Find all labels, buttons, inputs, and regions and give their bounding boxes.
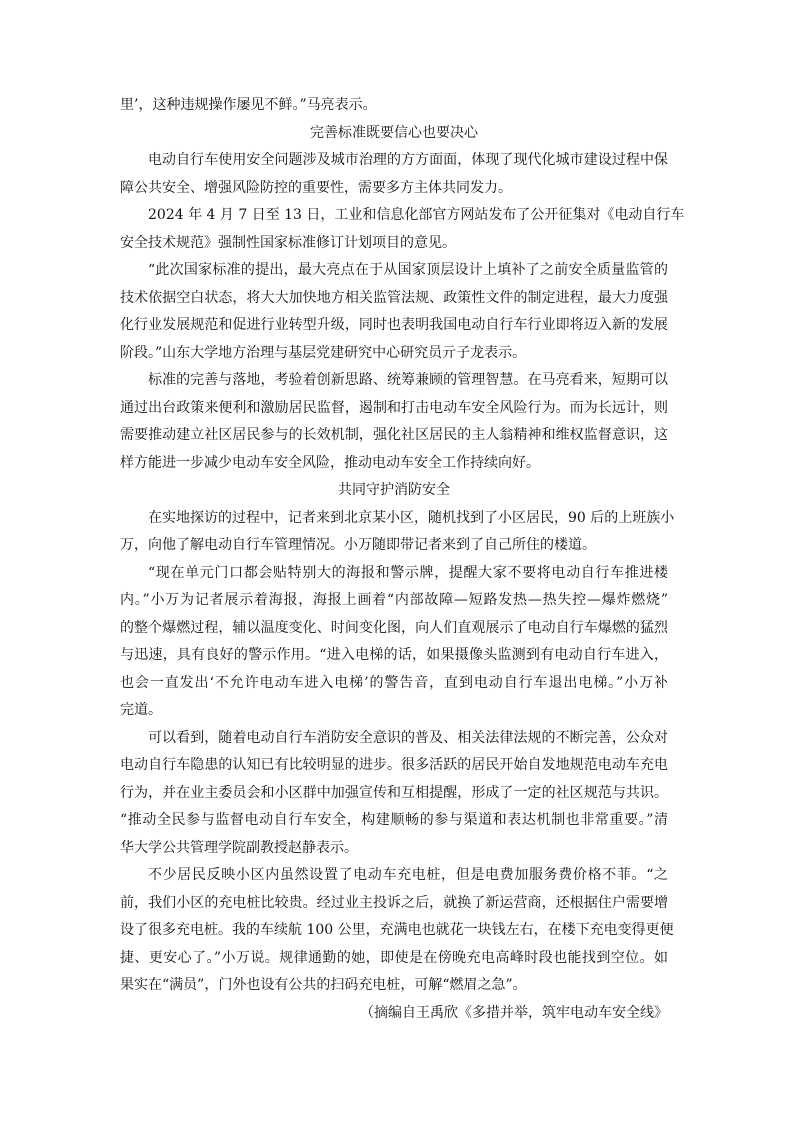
text-line: 2024 年 4 月 7 日至 13 日，工业和信息化部官方网站发布了公开征集对《电动自行车 <box>148 207 685 223</box>
text-line: 捷、更安心了。”小万说。规律通勤的她，即使是在傍晚充电高峰时段也能找到空位。如 <box>120 949 668 966</box>
text-line: 可以看到，随着电动自行车消防安全意识的普及、相关法律法规的不断完善，公众对 <box>148 729 668 746</box>
text-line: “现在单元门口都会贴特别大的海报和警示牌，提醒大家不要将电动自行车推进楼 <box>148 564 668 581</box>
source-citation: （摘编自王禹欣《多措并举，筑牢电动车安全线》 <box>360 1004 668 1021</box>
text-line: 电动自行车隐患的认知已有比较明显的进步。很多活跃的居民开始自发地规范电动车充电 <box>120 757 668 773</box>
text-line: 行为，并在业主委员会和小区群中加强宣传和互相提醒，形成了一定的社区规范与共识。 <box>120 784 668 801</box>
section-heading: 共同守护消防安全 <box>338 482 450 498</box>
text-line: 与迅速，具有良好的警示作用。“进入电梯的话，如果摄像头监测到有电动自行车进入， <box>120 647 668 663</box>
text-line: 的整个爆燃过程，辅以温度变化、时间变化图，向人们直观展示了电动自行车爆燃的猛烈 <box>120 619 668 636</box>
text-line: 障公共安全、增强风险防控的重要性，需要多方主体共同发力。 <box>120 179 512 196</box>
section-heading: 完善标准既要信心也要决心 <box>310 124 478 141</box>
text-line: 样方能进一步减少电动车安全风险，推动电动车安全工作持续向好。 <box>120 454 540 471</box>
text-line: “推动全民参与监督电动自行车安全，构建顺畅的参与渠道和表达机制也非常重要。”清 <box>120 812 668 828</box>
text-line: 电动自行车使用安全问题涉及城市治理的方方面面，体现了现代化城市建设过程中保 <box>148 152 668 168</box>
text-line: 完道。 <box>120 702 162 718</box>
text-line: 安全技术规范》强制性国家标准修订计划项目的意见。 <box>120 234 456 251</box>
article-body <box>120 92 685 1027</box>
text-line: 通过出台政策来便利和激励居民监督，遏制和打击电动车安全风险行为。而为长远计，则 <box>120 399 668 416</box>
text-line: 华大学公共管理学院副教授赵静表示。 <box>120 839 358 856</box>
text-line: 也会一直发出‘不允许电动车进入电梯’的警告音，直到电动自行车退出电梯。”小万补 <box>120 674 668 691</box>
text-line: “此次国家标准的提出，最大亮点在于从国家顶层设计上填补了之前安全质量监管的 <box>148 262 668 278</box>
text-line: 不少居民反映小区内虽然设置了电动车充电桩，但是电费加服务费价格不菲。“之 <box>148 867 668 883</box>
text-line: 里’，这种违规操作屡见不鲜。”马亮表示。 <box>120 97 377 113</box>
text-line: 设了很多充电桩。我的车续航 100 公里，充满电也就花一块钱左右，在楼下充电变得更便 <box>120 922 674 938</box>
text-line: 内。”小万为记者展示着海报，海报上画着“内部故障—短路发热—热失控—爆炸燃烧” <box>120 592 668 608</box>
text-line: 果实在“满员”，门外也设有公共的扫码充电桩，可解“燃眉之急”。 <box>120 977 527 993</box>
text-line: 阶段。”山东大学地方治理与基层党建研究中心研究员亓子龙表示。 <box>120 344 527 361</box>
text-line: 需要推动建立社区居民参与的长效机制，强化社区居民的主人翁精神和维权监督意识，这 <box>120 427 668 443</box>
text-line: 前，我们小区的充电桩比较贵。经过业主投诉之后，就换了新运营商，还根据住户需要增 <box>120 894 668 911</box>
text-line: 在实地探访的过程中，记者来到北京某小区，随机找到了小区居民，90 后的上班族小 <box>148 509 675 526</box>
text-line: 万，向他了解电动自行车管理情况。小万随即带记者来到了自己所住的楼道。 <box>120 537 596 553</box>
text-line: 技术依据空白状态，将大大加快地方相关监管法规、政策性文件的制定进程，最大力度强 <box>120 289 668 306</box>
text-line: 化行业发展规范和促进行业转型升级，同时也表明我国电动自行车行业即将迈入新的发展 <box>120 317 668 333</box>
text-line: 标准的完善与落地，考验着创新思路、统筹兼顾的管理智慧。在马亮看来，短期可以 <box>148 372 668 388</box>
